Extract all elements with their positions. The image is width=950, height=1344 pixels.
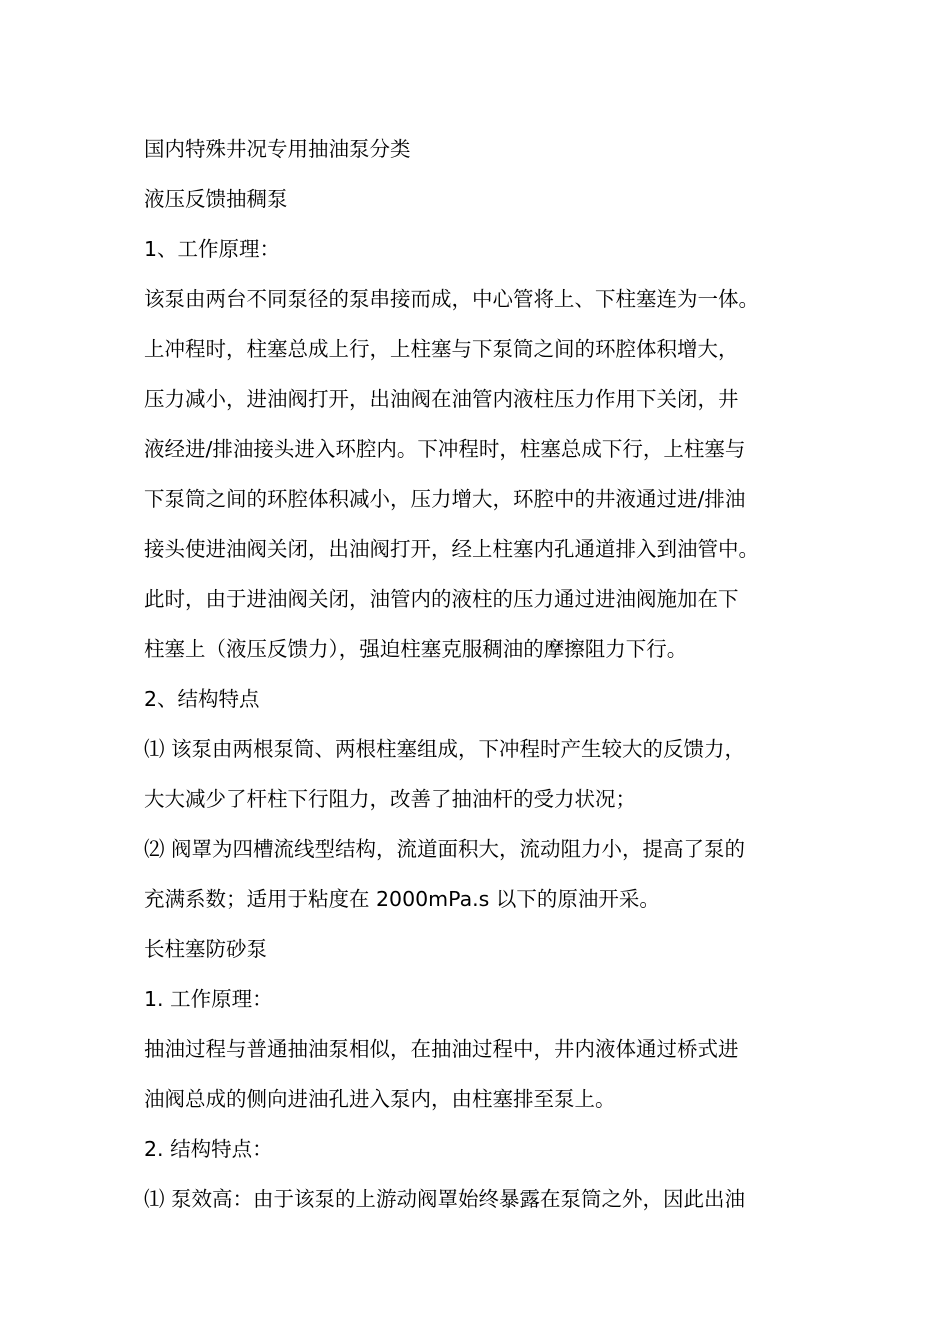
list-item-line: 充满系数；适用于粘度在 2000mPa.s 以下的原油开采。 [144,887,660,911]
paragraph-line: 上冲程时，柱塞总成上行，上柱塞与下泵筒之间的环腔体积增大， [144,337,739,361]
subsection-heading: 2. 结构特点： [144,1137,273,1161]
subsection-heading: 1、工作原理： [144,237,281,261]
document-title: 国内特殊井况专用抽油泵分类 [144,137,411,161]
subsection-heading: 2、结构特点 [144,687,260,711]
paragraph-line: 压力减小，进油阀打开，出油阀在油管内液柱压力作用下关闭，井 [144,387,739,411]
paragraph-line: 油阀总成的侧向进油孔进入泵内，由柱塞排至泵上。 [144,1087,616,1111]
list-item-line: ⑵ 阀罩为四槽流线型结构，流道面积大，流动阻力小，提高了泵的 [144,837,746,861]
paragraph-line: 柱塞上（液压反馈力），强迫柱塞克服稠油的摩擦阻力下行。 [144,637,688,661]
paragraph-line: 抽油过程与普通抽油泵相似，在抽油过程中，井内液体通过桥式进 [144,1037,739,1061]
paragraph-line: 该泵由两台不同泵径的泵串接而成，中心管将上、下柱塞连为一体。 [144,287,759,311]
paragraph-line: 接头使进油阀关闭，出油阀打开，经上柱塞内孔通道排入到油管中。 [144,537,759,561]
list-item-line: ⑴ 泵效高：由于该泵的上游动阀罩始终暴露在泵筒之外，因此出油 [144,1187,746,1211]
section-heading: 液压反馈抽稠泵 [144,187,288,211]
paragraph-line: 此时，由于进油阀关闭，油管内的液柱的压力通过进油阀施加在下 [144,587,739,611]
paragraph-line: 液经进/排油接头进入环腔内。下冲程时，柱塞总成下行，上柱塞与 [144,437,746,461]
list-item-line: 大大减少了杆柱下行阻力，改善了抽油杆的受力状况； [144,787,636,811]
section-heading: 长柱塞防砂泵 [144,937,267,961]
subsection-heading: 1. 工作原理： [144,987,273,1011]
paragraph-line: 下泵筒之间的环腔体积减小，压力增大，环腔中的井液通过进/排油 [144,487,746,511]
list-item-line: ⑴ 该泵由两根泵筒、两根柱塞组成，下冲程时产生较大的反馈力， [144,737,746,761]
